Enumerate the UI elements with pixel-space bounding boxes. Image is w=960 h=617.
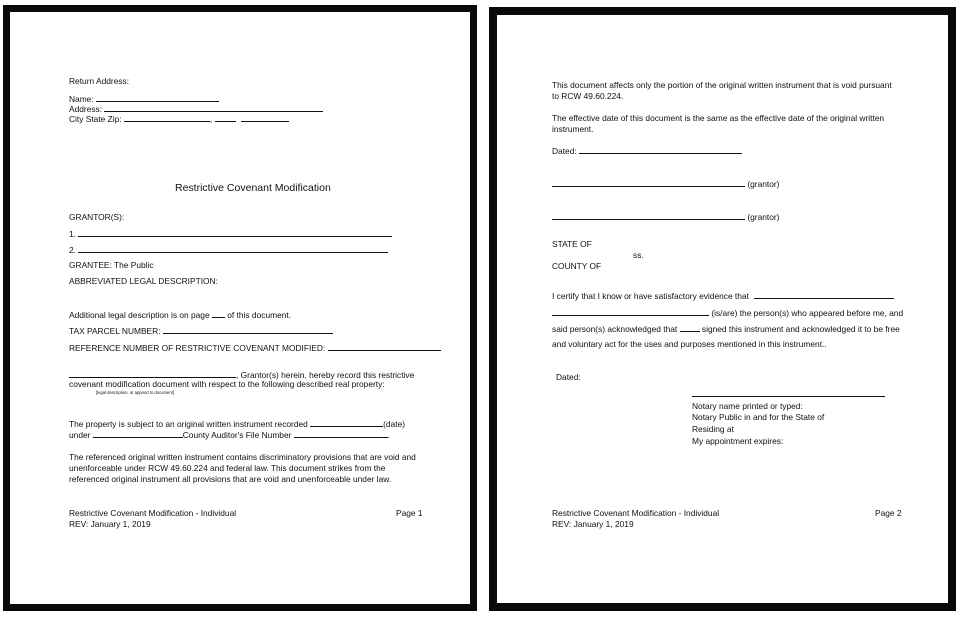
city-state-zip-label: City State Zip: [69, 114, 122, 124]
additional-legal-line [69, 309, 291, 321]
dated-label: Dated: [552, 146, 577, 156]
notary-dated-label: Dated: [556, 372, 581, 382]
footer-title: Restrictive Covenant Modification - Individual [69, 508, 237, 518]
document-page-2 [489, 7, 956, 611]
certify-line-3 [552, 323, 900, 335]
name-blank [96, 93, 219, 102]
return-address-label: Return Address: [69, 76, 130, 86]
tax-parcel-line [69, 325, 333, 337]
footer-rev: REV: January 1, 2019 [69, 519, 151, 529]
document-title: Restrictive Covenant Modification [175, 182, 331, 194]
acknowledged-text: said person(s) acknowledged that [552, 324, 678, 334]
grantor-2-blank [78, 244, 388, 253]
file-number-blank [294, 429, 391, 440]
effective-text-1: The effective date of this document is the same as the effective date of the original written [552, 113, 885, 123]
grantor-1-line [69, 228, 392, 240]
dated-line [552, 145, 742, 157]
ss-label: ss. [633, 250, 644, 260]
affects-text-2: to RCW 49.60.224. [552, 91, 624, 101]
dated-blank [579, 145, 742, 154]
certify-text-2: (is/are) the person(s) who appeared before me, and [711, 308, 904, 318]
reference-number-blank [328, 342, 441, 351]
person-name-blank-2 [552, 307, 709, 316]
subject-line-1 [69, 418, 405, 430]
effective-text-2: instrument. [552, 124, 594, 134]
additional-legal-suffix: of this document. [227, 310, 292, 320]
footer-rev: REV: January 1, 2019 [552, 519, 634, 529]
county-blank [93, 429, 183, 438]
pronoun-blank [680, 323, 700, 332]
page-number: Page 2 [875, 508, 902, 518]
date-suffix: (date) [383, 419, 406, 429]
notary-public-label: Notary Public in and for the State of [692, 412, 825, 422]
address-label: Address: [69, 104, 103, 114]
grantor-signature-1-blank [552, 178, 745, 187]
grantor-record-text-2: covenant modification document with respect to the following described real property: [69, 379, 385, 389]
certify-text-4: and voluntary act for the uses and purposes mentioned in this instrument.. [552, 339, 827, 349]
grantor-name-blank [69, 369, 236, 378]
notary-name-label: Notary name printed or typed: [692, 401, 803, 411]
reference-number-line [69, 342, 441, 354]
affects-text-1: This document affects only the portion of the original written instrument that is void pursuant [552, 80, 892, 90]
county-of-label: COUNTY OF [552, 261, 602, 271]
appointment-expires-label: My appointment expires: [692, 436, 784, 446]
name-label: Name: [69, 94, 94, 104]
residing-at-label: Residing at [692, 424, 734, 434]
page-number-blank [212, 309, 225, 318]
footer-title: Restrictive Covenant Modification - Individual [552, 508, 720, 518]
certify-line-1 [552, 290, 894, 302]
grantor-signature-2-blank [552, 211, 745, 220]
person-name-blank [754, 290, 894, 299]
grantor-signature-2 [552, 211, 779, 223]
grantee-text: GRANTEE: The Public [69, 260, 154, 270]
city-blank [124, 113, 210, 122]
grantor-signature-2-label: (grantor) [747, 212, 780, 222]
state-of-label: STATE OF [552, 239, 592, 249]
address-blank [104, 103, 323, 112]
grantor-1-blank [78, 228, 392, 237]
legal-description-hint: [legal description, or append to document] [96, 390, 174, 395]
document-page-1 [3, 5, 477, 611]
notary-signature-line [692, 396, 885, 397]
subject-text-1: The property is subject to an original written instrument recorded [69, 419, 308, 429]
abbreviated-legal-description-label: ABBREVIATED LEGAL DESCRIPTION: [69, 276, 218, 286]
state-blank [215, 113, 236, 122]
discriminatory-text-3: referenced original instrument all provisions that are void and unenforceable under law. [69, 474, 392, 484]
recorded-date-blank [310, 418, 383, 427]
discriminatory-text-1: The referenced original written instrument contains discriminatory provisions that are void and [69, 452, 416, 462]
grantor-signature-1 [552, 178, 779, 190]
auditor-file-label: County Auditor's File Number [182, 430, 292, 440]
grantors-label: GRANTOR(S): [69, 212, 125, 222]
subject-line-2 [69, 429, 390, 441]
grantor-1-number: 1. [69, 229, 76, 239]
period: . [387, 430, 391, 440]
tax-parcel-label: TAX PARCEL NUMBER: [69, 326, 161, 336]
acknowledged-text-2: signed this instrument and acknowledged it to be free [701, 324, 900, 334]
under-text: under [69, 430, 91, 440]
certify-line-2 [552, 307, 903, 319]
grantor-record-text-1: , Grantor(s) herein, hereby record this restrictive [236, 370, 415, 380]
tax-parcel-blank [163, 325, 333, 334]
additional-legal-text: Additional legal description is on page [69, 310, 210, 320]
certify-text: I certify that I know or have satisfactory evidence that [552, 291, 749, 301]
grantor-2-number: 2. [69, 245, 76, 255]
zip-blank [241, 113, 289, 122]
grantor-signature-1-label: (grantor) [747, 179, 780, 189]
reference-number-label: REFERENCE NUMBER OF RESTRICTIVE COVENANT MODIFIED: [69, 343, 326, 353]
grantor-2-line [69, 244, 388, 256]
city-state-zip-line: City State Zip: , [69, 113, 289, 125]
discriminatory-text-2: unenforceable under RCW 49.60.224 and federal law. This document strikes from the [69, 463, 386, 473]
page-number: Page 1 [396, 508, 423, 518]
